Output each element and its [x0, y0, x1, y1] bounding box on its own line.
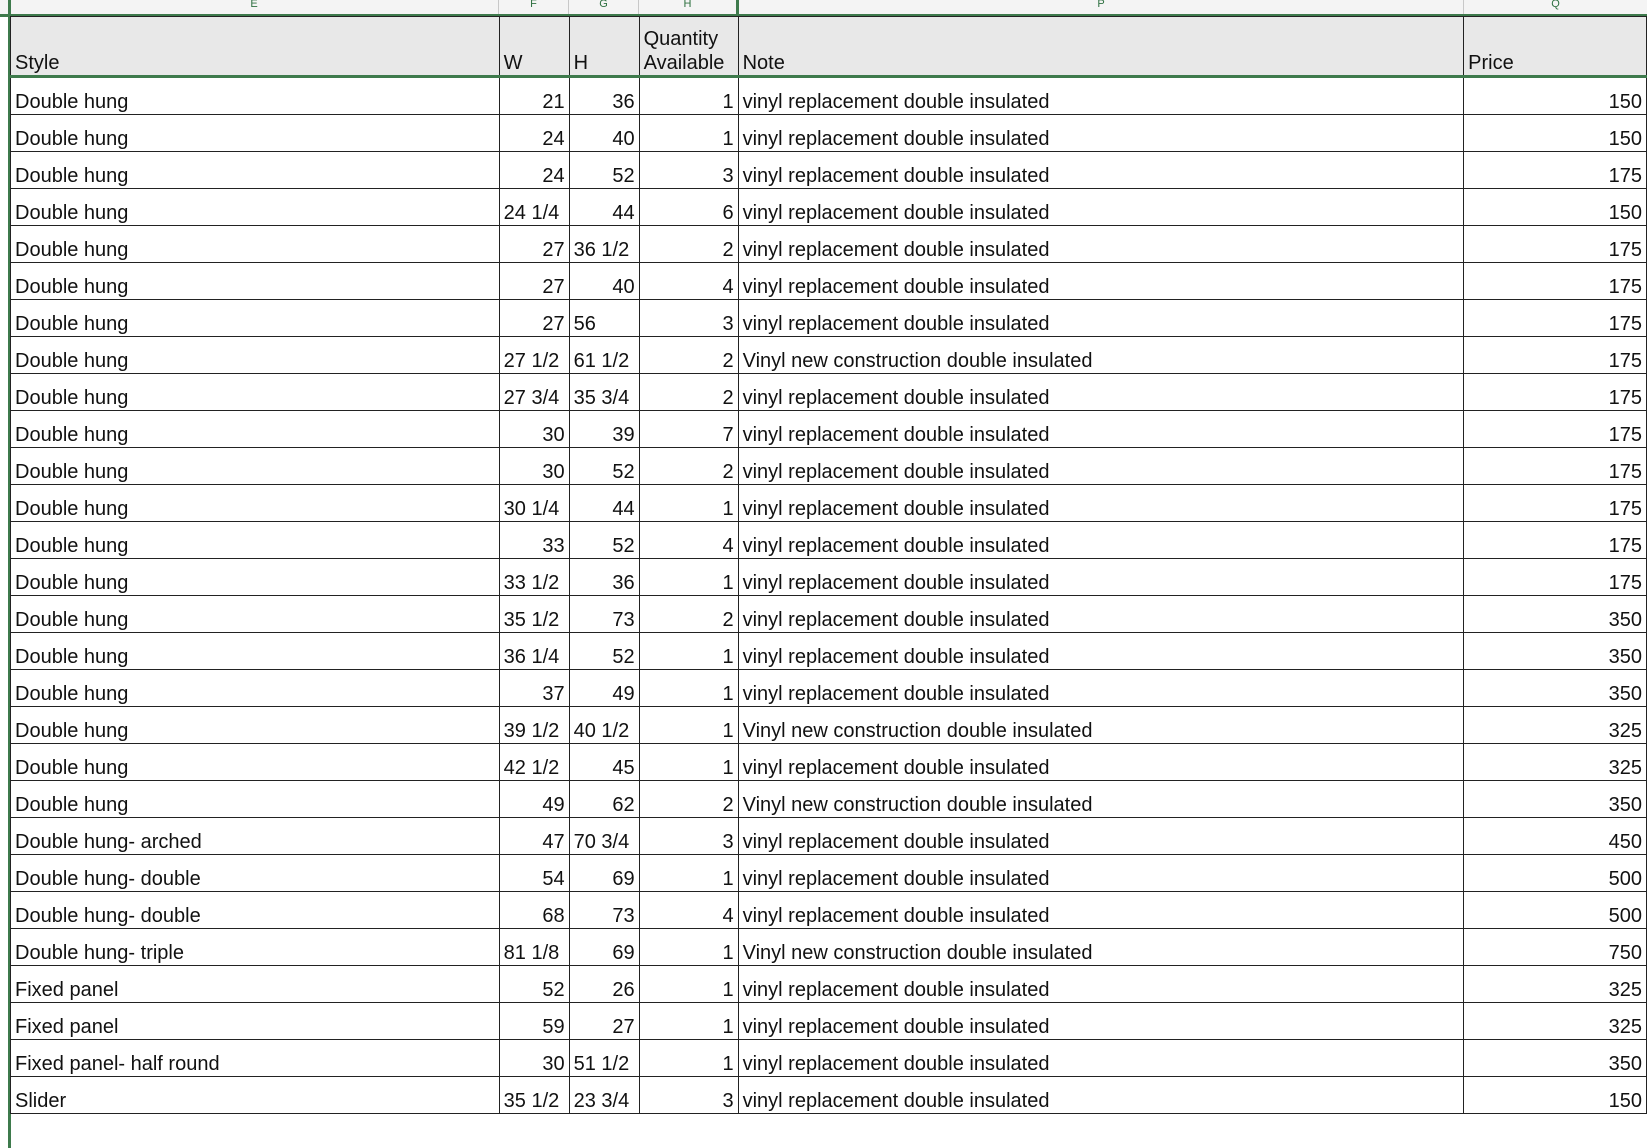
cell-h[interactable]: 52: [569, 448, 639, 485]
cell-style[interactable]: Fixed panel- half round: [11, 1040, 500, 1077]
table-row: [11, 596, 1647, 633]
cell-price[interactable]: 450: [1464, 818, 1647, 855]
cell-note[interactable]: vinyl replacement double insulated: [738, 263, 1464, 300]
cell-h[interactable]: 73: [569, 596, 639, 633]
cell-note[interactable]: vinyl replacement double insulated: [738, 300, 1464, 337]
cell-note[interactable]: vinyl replacement double insulated: [738, 1040, 1464, 1077]
cell-style[interactable]: Fixed panel: [11, 966, 500, 1003]
table-row: [11, 966, 1647, 1003]
cell-note[interactable]: vinyl replacement double insulated: [738, 374, 1464, 411]
cell-note[interactable]: vinyl replacement double insulated: [738, 818, 1464, 855]
cell-note[interactable]: vinyl replacement double insulated: [738, 1003, 1464, 1040]
cell-quantity[interactable]: 3: [639, 152, 738, 189]
cell-style[interactable]: Slider: [11, 1077, 500, 1114]
cell-style[interactable]: Double hung- double: [11, 855, 500, 892]
cell-quantity[interactable]: 2: [639, 374, 738, 411]
cell-w[interactable]: 33: [499, 522, 569, 559]
cell-h[interactable]: 44: [569, 189, 639, 226]
cell-price[interactable]: 150: [1464, 1077, 1647, 1114]
cell-price[interactable]: 175: [1464, 448, 1647, 485]
cell-price[interactable]: 350: [1464, 633, 1647, 670]
cell-quantity[interactable]: 1: [639, 633, 738, 670]
cell-h[interactable]: 26: [569, 966, 639, 1003]
cell-h[interactable]: 52: [569, 522, 639, 559]
data-table: [10, 16, 1647, 1114]
table-row: [11, 337, 1647, 374]
cell-quantity[interactable]: 7: [639, 411, 738, 448]
table-row: [11, 892, 1647, 929]
cell-price[interactable]: 500: [1464, 892, 1647, 929]
cell-style[interactable]: Double hung: [11, 152, 500, 189]
cell-style[interactable]: Double hung: [11, 485, 500, 522]
table-row: [11, 929, 1647, 966]
cell-h[interactable]: 73: [569, 892, 639, 929]
cell-h[interactable]: 36: [569, 559, 639, 596]
table-row: [11, 448, 1647, 485]
cell-w[interactable]: 24: [499, 152, 569, 189]
cell-price[interactable]: 175: [1464, 337, 1647, 374]
header-style[interactable]: Style: [11, 17, 500, 77]
table-row: [11, 226, 1647, 263]
table-row: [11, 670, 1647, 707]
cell-style[interactable]: Double hung: [11, 115, 500, 152]
cell-w[interactable]: 33 1/2: [499, 559, 569, 596]
cell-note[interactable]: vinyl replacement double insulated: [738, 744, 1464, 781]
cell-style[interactable]: Double hung- double: [11, 892, 500, 929]
cell-h[interactable]: 45: [569, 744, 639, 781]
cell-quantity[interactable]: 1: [639, 929, 738, 966]
cell-h[interactable]: 62: [569, 781, 639, 818]
table-row: [11, 263, 1647, 300]
cell-w[interactable]: 35 1/2: [499, 1077, 569, 1114]
column-letter-f[interactable]: F: [499, 0, 569, 14]
cell-price[interactable]: 175: [1464, 300, 1647, 337]
cell-note[interactable]: vinyl replacement double insulated: [738, 596, 1464, 633]
cell-style[interactable]: Double hung: [11, 337, 500, 374]
cell-style[interactable]: Double hung: [11, 781, 500, 818]
cell-note[interactable]: vinyl replacement double insulated: [738, 966, 1464, 1003]
header-price[interactable]: Price: [1464, 17, 1647, 77]
table-row: [11, 744, 1647, 781]
cell-note[interactable]: vinyl replacement double insulated: [738, 485, 1464, 522]
cell-price[interactable]: 350: [1464, 596, 1647, 633]
cell-h[interactable]: 23 3/4: [569, 1077, 639, 1114]
cell-w[interactable]: 68: [499, 892, 569, 929]
cell-price[interactable]: 350: [1464, 781, 1647, 818]
table-row: [11, 189, 1647, 226]
cell-note[interactable]: vinyl replacement double insulated: [738, 226, 1464, 263]
header-row: [11, 17, 1647, 77]
cell-note[interactable]: Vinyl new construction double insulated: [738, 781, 1464, 818]
cell-quantity[interactable]: 2: [639, 596, 738, 633]
header-h[interactable]: H: [569, 17, 639, 77]
cell-w[interactable]: 42 1/2: [499, 744, 569, 781]
column-letter-p[interactable]: P: [739, 0, 1464, 14]
cell-quantity[interactable]: 2: [639, 337, 738, 374]
cell-style[interactable]: Double hung: [11, 263, 500, 300]
cell-h[interactable]: 70 3/4: [569, 818, 639, 855]
cell-price[interactable]: 175: [1464, 559, 1647, 596]
table-row: [11, 411, 1647, 448]
header-qty-line1: Quantity: [643, 28, 719, 50]
cell-quantity[interactable]: 1: [639, 115, 738, 152]
cell-price[interactable]: 325: [1464, 707, 1647, 744]
table-row: [11, 633, 1647, 670]
cell-style[interactable]: Double hung: [11, 744, 500, 781]
cell-style[interactable]: Double hung: [11, 559, 500, 596]
cell-style[interactable]: Double hung: [11, 189, 500, 226]
cell-style[interactable]: Double hung: [11, 300, 500, 337]
table-row: [11, 300, 1647, 337]
header-qty-line2: Available: [643, 52, 725, 74]
cell-h[interactable]: 40: [569, 115, 639, 152]
cell-quantity[interactable]: 2: [639, 781, 738, 818]
cell-price[interactable]: 150: [1464, 115, 1647, 152]
cell-w[interactable]: 21: [499, 77, 569, 115]
cell-price[interactable]: 150: [1464, 77, 1647, 115]
cell-price[interactable]: 350: [1464, 670, 1647, 707]
cell-h[interactable]: 52: [569, 633, 639, 670]
cell-w[interactable]: 30: [499, 411, 569, 448]
table-row: [11, 855, 1647, 892]
cell-quantity[interactable]: 4: [639, 522, 738, 559]
table-row: [11, 485, 1647, 522]
cell-price[interactable]: 500: [1464, 855, 1647, 892]
cell-style[interactable]: Double hung- arched: [11, 818, 500, 855]
cell-h[interactable]: 36: [569, 77, 639, 115]
table-row: [11, 1003, 1647, 1040]
cell-style[interactable]: Double hung: [11, 707, 500, 744]
cell-w[interactable]: 27 3/4: [499, 374, 569, 411]
cell-w[interactable]: 27: [499, 300, 569, 337]
cell-quantity[interactable]: 2: [639, 448, 738, 485]
cell-w[interactable]: 81 1/8: [499, 929, 569, 966]
cell-quantity[interactable]: 4: [639, 892, 738, 929]
cell-w[interactable]: 49: [499, 781, 569, 818]
cell-price[interactable]: 325: [1464, 744, 1647, 781]
cell-note[interactable]: vinyl replacement double insulated: [738, 633, 1464, 670]
cell-h[interactable]: 61 1/2: [569, 337, 639, 374]
table-row: [11, 115, 1647, 152]
cell-quantity[interactable]: 1: [639, 1040, 738, 1077]
cell-note[interactable]: Vinyl new construction double insulated: [738, 707, 1464, 744]
header-note[interactable]: Note: [738, 17, 1464, 77]
cell-h[interactable]: 49: [569, 670, 639, 707]
cell-w[interactable]: 39 1/2: [499, 707, 569, 744]
header-w[interactable]: W: [499, 17, 569, 77]
cell-quantity[interactable]: 1: [639, 1003, 738, 1040]
cell-price[interactable]: 150: [1464, 189, 1647, 226]
cell-w[interactable]: 59: [499, 1003, 569, 1040]
cell-quantity[interactable]: 1: [639, 559, 738, 596]
cell-quantity[interactable]: 4: [639, 263, 738, 300]
cell-w[interactable]: 36 1/4: [499, 633, 569, 670]
cell-w[interactable]: 27: [499, 226, 569, 263]
cell-price[interactable]: 175: [1464, 374, 1647, 411]
table-row: [11, 77, 1647, 115]
cell-h[interactable]: 40 1/2: [569, 707, 639, 744]
cell-price[interactable]: 350: [1464, 1040, 1647, 1077]
cell-style[interactable]: Double hung: [11, 226, 500, 263]
cell-quantity[interactable]: 3: [639, 300, 738, 337]
cell-quantity[interactable]: 1: [639, 670, 738, 707]
cell-style[interactable]: Double hung: [11, 77, 500, 115]
cell-note[interactable]: vinyl replacement double insulated: [738, 77, 1464, 115]
cell-quantity[interactable]: 1: [639, 966, 738, 1003]
cell-w[interactable]: 24 1/4: [499, 189, 569, 226]
column-header-bar: [0, 0, 1647, 17]
cell-price[interactable]: 175: [1464, 485, 1647, 522]
cell-price[interactable]: 175: [1464, 411, 1647, 448]
cell-w[interactable]: 24: [499, 115, 569, 152]
cell-style[interactable]: Double hung- triple: [11, 929, 500, 966]
cell-note[interactable]: vinyl replacement double insulated: [738, 448, 1464, 485]
column-letter-g[interactable]: G: [569, 0, 639, 14]
cell-style[interactable]: Fixed panel: [11, 1003, 500, 1040]
cell-w[interactable]: 52: [499, 966, 569, 1003]
cell-note[interactable]: vinyl replacement double insulated: [738, 855, 1464, 892]
column-letter-h[interactable]: H: [639, 0, 739, 14]
cell-h[interactable]: 52: [569, 152, 639, 189]
cell-h[interactable]: 27: [569, 1003, 639, 1040]
cell-quantity[interactable]: 2: [639, 226, 738, 263]
cell-style[interactable]: Double hung: [11, 670, 500, 707]
cell-w[interactable]: 47: [499, 818, 569, 855]
cell-price[interactable]: 750: [1464, 929, 1647, 966]
cell-h[interactable]: 69: [569, 929, 639, 966]
cell-quantity[interactable]: 1: [639, 77, 738, 115]
cell-h[interactable]: 56: [569, 300, 639, 337]
cell-note[interactable]: vinyl replacement double insulated: [738, 411, 1464, 448]
cell-quantity[interactable]: 1: [639, 855, 738, 892]
cell-quantity[interactable]: 3: [639, 818, 738, 855]
cell-note[interactable]: vinyl replacement double insulated: [738, 152, 1464, 189]
cell-style[interactable]: Double hung: [11, 448, 500, 485]
header-quantity-available[interactable]: [639, 17, 738, 77]
cell-price[interactable]: 325: [1464, 966, 1647, 1003]
cell-price[interactable]: 175: [1464, 522, 1647, 559]
cell-price[interactable]: 175: [1464, 152, 1647, 189]
table-row: [11, 559, 1647, 596]
cell-note[interactable]: vinyl replacement double insulated: [738, 559, 1464, 596]
cell-quantity[interactable]: 6: [639, 189, 738, 226]
cell-h[interactable]: 35 3/4: [569, 374, 639, 411]
cell-style[interactable]: Double hung: [11, 633, 500, 670]
cell-w[interactable]: 30: [499, 448, 569, 485]
cell-note[interactable]: vinyl replacement double insulated: [738, 1077, 1464, 1114]
cell-style[interactable]: Double hung: [11, 596, 500, 633]
table-row: [11, 1040, 1647, 1077]
table-row: [11, 781, 1647, 818]
cell-w[interactable]: 54: [499, 855, 569, 892]
cell-h[interactable]: 44: [569, 485, 639, 522]
cell-h[interactable]: 51 1/2: [569, 1040, 639, 1077]
cell-note[interactable]: vinyl replacement double insulated: [738, 670, 1464, 707]
column-letter-q[interactable]: Q: [1464, 0, 1647, 14]
cell-quantity[interactable]: 1: [639, 707, 738, 744]
cell-quantity[interactable]: 1: [639, 485, 738, 522]
cell-h[interactable]: 36 1/2: [569, 226, 639, 263]
cell-note[interactable]: vinyl replacement double insulated: [738, 115, 1464, 152]
cell-w[interactable]: 27: [499, 263, 569, 300]
cell-note[interactable]: vinyl replacement double insulated: [738, 522, 1464, 559]
cell-w[interactable]: 35 1/2: [499, 596, 569, 633]
cell-note[interactable]: vinyl replacement double insulated: [738, 189, 1464, 226]
table-row: [11, 707, 1647, 744]
table-row: [11, 522, 1647, 559]
cell-price[interactable]: 175: [1464, 226, 1647, 263]
cell-note[interactable]: Vinyl new construction double insulated: [738, 929, 1464, 966]
cell-w[interactable]: 30: [499, 1040, 569, 1077]
cell-w[interactable]: 27 1/2: [499, 337, 569, 374]
cell-style[interactable]: Double hung: [11, 374, 500, 411]
table-row: [11, 1077, 1647, 1114]
cell-price[interactable]: 325: [1464, 1003, 1647, 1040]
table-row: [11, 152, 1647, 189]
cell-w[interactable]: 30 1/4: [499, 485, 569, 522]
cell-w[interactable]: 37: [499, 670, 569, 707]
cell-style[interactable]: Double hung: [11, 522, 500, 559]
cell-quantity[interactable]: 3: [639, 1077, 738, 1114]
cell-price[interactable]: 175: [1464, 263, 1647, 300]
cell-h[interactable]: 39: [569, 411, 639, 448]
column-letter-e[interactable]: E: [10, 0, 499, 14]
cell-style[interactable]: Double hung: [11, 411, 500, 448]
cell-h[interactable]: 40: [569, 263, 639, 300]
cell-quantity[interactable]: 1: [639, 744, 738, 781]
table-row: [11, 374, 1647, 411]
table-row: [11, 818, 1647, 855]
cell-note[interactable]: Vinyl new construction double insulated: [738, 337, 1464, 374]
cell-note[interactable]: vinyl replacement double insulated: [738, 892, 1464, 929]
cell-h[interactable]: 69: [569, 855, 639, 892]
